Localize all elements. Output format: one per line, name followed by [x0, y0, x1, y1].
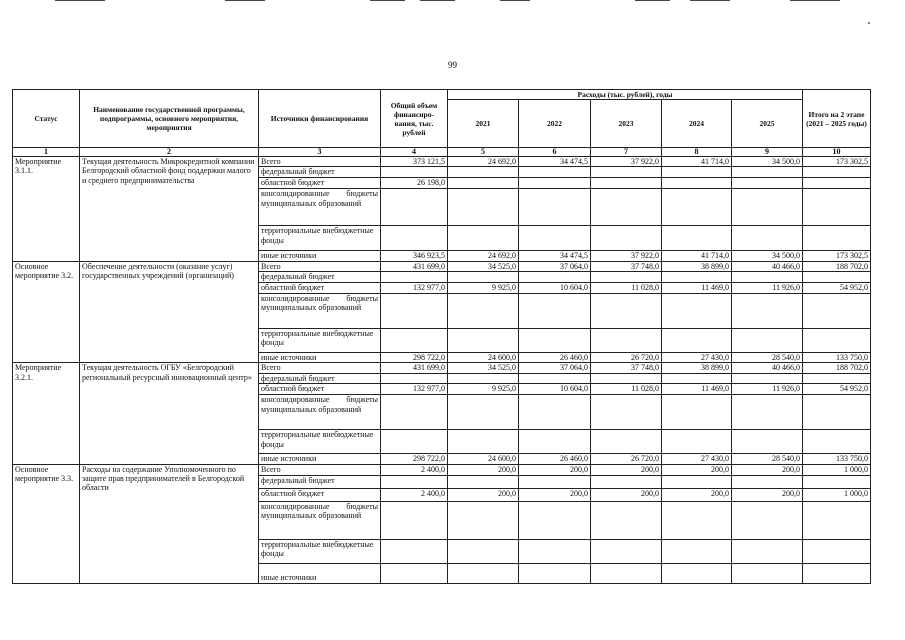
header-name: Наименование государственной программы, подпрограммы, основного мероприятия, мероприятия — [80, 90, 259, 148]
header-expenses: Расходы (тыс. рублей), годы — [448, 90, 803, 100]
year-value-cell — [732, 539, 803, 563]
total-value-cell — [381, 272, 448, 282]
year-value-cell: 41 714,0 — [662, 157, 732, 167]
total-value-cell — [381, 475, 448, 488]
column-number: 5 — [448, 148, 519, 157]
year-value-cell: 27 430,0 — [662, 352, 732, 362]
source-cell: Всего — [259, 157, 381, 167]
year-value-cell: 40 466,0 — [732, 261, 803, 271]
year-value-cell — [662, 328, 732, 352]
stage-total-cell — [803, 167, 871, 178]
year-value-cell: 11 469,0 — [662, 282, 732, 293]
source-cell: территориальные внебюджетные фонды — [259, 430, 381, 454]
source-cell: Всего — [259, 464, 381, 475]
year-value-cell: 200,0 — [732, 464, 803, 475]
year-value-cell — [448, 563, 519, 583]
stage-total-cell — [803, 272, 871, 282]
year-value-cell — [732, 430, 803, 454]
column-number: 6 — [519, 148, 591, 157]
year-value-cell: 11 926,0 — [732, 384, 803, 395]
source-cell: областной бюджет — [259, 282, 381, 293]
year-value-cell: 200,0 — [448, 488, 519, 501]
source-cell: территориальные внебюджетные фонды — [259, 328, 381, 352]
year-value-cell — [732, 475, 803, 488]
header-status: Статус — [13, 90, 80, 148]
year-value-cell: 200,0 — [448, 464, 519, 475]
stage-total-cell: 173 302,5 — [803, 157, 871, 167]
stage-total-cell — [803, 501, 871, 539]
year-value-cell — [519, 395, 591, 430]
year-value-cell — [448, 430, 519, 454]
year-value-cell: 200,0 — [732, 488, 803, 501]
year-value-cell: 34 525,0 — [448, 261, 519, 271]
year-value-cell: 26 460,0 — [519, 352, 591, 362]
year-value-cell — [448, 272, 519, 282]
year-value-cell — [591, 328, 662, 352]
status-cell: Основное мероприятие 3.3. — [13, 464, 80, 583]
year-value-cell — [732, 167, 803, 178]
year-value-cell: 34 500,0 — [732, 251, 803, 261]
year-value-cell — [732, 501, 803, 539]
year-value-cell: 11 028,0 — [591, 282, 662, 293]
year-value-cell — [732, 272, 803, 282]
header-year: 2022 — [519, 100, 591, 148]
year-value-cell — [519, 563, 591, 583]
year-value-cell — [519, 272, 591, 282]
year-value-cell — [591, 272, 662, 282]
year-value-cell: 40 466,0 — [732, 363, 803, 373]
total-value-cell: 298 722,0 — [381, 352, 448, 362]
source-cell: консолидированные бюджеты муниципальных образований — [259, 501, 381, 539]
table-body — [13, 157, 871, 584]
stage-total-cell — [803, 328, 871, 352]
year-value-cell: 41 714,0 — [662, 251, 732, 261]
column-number: 1 — [13, 148, 80, 157]
total-value-cell — [381, 293, 448, 328]
source-cell: областной бюджет — [259, 488, 381, 501]
year-value-cell — [662, 178, 732, 189]
column-number: 8 — [662, 148, 732, 157]
year-value-cell — [591, 539, 662, 563]
header-year: 2025 — [732, 100, 803, 148]
year-value-cell — [448, 373, 519, 383]
year-value-cell: 200,0 — [591, 488, 662, 501]
year-value-cell — [448, 293, 519, 328]
stage-total-cell: 133 750,0 — [803, 352, 871, 362]
scan-speck — [868, 22, 870, 24]
stage-total-cell — [803, 226, 871, 251]
year-value-cell — [519, 328, 591, 352]
column-number: 7 — [591, 148, 662, 157]
year-value-cell — [662, 167, 732, 178]
year-value-cell — [519, 226, 591, 251]
year-value-cell: 200,0 — [662, 488, 732, 501]
source-cell: федеральный бюджет — [259, 272, 381, 282]
year-value-cell — [662, 293, 732, 328]
event-name-cell: Расходы на содержание Уполномоченного по защите прав предпринимателей в Белгородской области — [80, 464, 259, 583]
total-value-cell: 132 977,0 — [381, 384, 448, 395]
year-value-cell — [732, 563, 803, 583]
year-value-cell — [662, 563, 732, 583]
year-value-cell — [448, 167, 519, 178]
year-value-cell: 28 540,0 — [732, 352, 803, 362]
scan-edge-line — [225, 0, 265, 1]
year-value-cell — [662, 189, 732, 226]
source-cell: иные источники — [259, 563, 381, 583]
year-value-cell: 200,0 — [591, 464, 662, 475]
year-value-cell: 24 692,0 — [448, 157, 519, 167]
year-value-cell — [591, 167, 662, 178]
year-value-cell: 26 460,0 — [519, 454, 591, 464]
total-value-cell — [381, 395, 448, 430]
year-value-cell: 34 500,0 — [732, 157, 803, 167]
scan-edge-line — [370, 0, 405, 1]
year-value-cell — [448, 178, 519, 189]
status-cell: Мероприятие 3.1.1. — [13, 157, 80, 262]
source-cell: Всего — [259, 363, 381, 373]
year-value-cell: 26 720,0 — [591, 352, 662, 362]
stage-total-cell: 54 952,0 — [803, 384, 871, 395]
stage-total-cell — [803, 539, 871, 563]
year-value-cell: 9 925,0 — [448, 384, 519, 395]
year-value-cell: 200,0 — [519, 464, 591, 475]
total-value-cell — [381, 430, 448, 454]
total-value-cell — [381, 189, 448, 226]
total-value-cell: 298 722,0 — [381, 454, 448, 464]
year-value-cell — [519, 178, 591, 189]
source-cell: Всего — [259, 261, 381, 271]
year-value-cell: 9 925,0 — [448, 282, 519, 293]
year-value-cell — [591, 373, 662, 383]
total-value-cell — [381, 563, 448, 583]
year-value-cell — [732, 178, 803, 189]
source-cell: территориальные внебюджетные фонды — [259, 226, 381, 251]
stage-total-cell: 188 702,0 — [803, 363, 871, 373]
year-value-cell — [519, 430, 591, 454]
stage-total-cell: 54 952,0 — [803, 282, 871, 293]
column-number: 4 — [381, 148, 448, 157]
year-value-cell — [591, 563, 662, 583]
header-stage-total: Итого на 2 этапе (2021 – 2025 годы) — [803, 90, 871, 148]
year-value-cell — [519, 373, 591, 383]
total-value-cell: 2 400,0 — [381, 488, 448, 501]
status-cell: Основное мероприятие 3.2. — [13, 261, 80, 362]
year-value-cell — [519, 539, 591, 563]
year-value-cell: 10 604,0 — [519, 384, 591, 395]
stage-total-cell — [803, 475, 871, 488]
year-value-cell — [448, 475, 519, 488]
stage-total-cell — [803, 373, 871, 383]
year-value-cell — [448, 189, 519, 226]
year-value-cell: 24 600,0 — [448, 454, 519, 464]
year-value-cell — [591, 178, 662, 189]
total-value-cell: 2 400,0 — [381, 464, 448, 475]
stage-total-cell — [803, 189, 871, 226]
year-value-cell: 37 748,0 — [591, 363, 662, 373]
scan-edge-line — [55, 0, 105, 1]
year-value-cell — [591, 430, 662, 454]
scan-edge-line — [420, 0, 455, 1]
year-value-cell: 200,0 — [519, 488, 591, 501]
year-value-cell — [591, 395, 662, 430]
total-value-cell: 373 121,5 — [381, 157, 448, 167]
table-row — [13, 464, 871, 475]
source-cell: консолидированные бюджеты муниципальных образований — [259, 395, 381, 430]
year-value-cell: 26 720,0 — [591, 454, 662, 464]
year-value-cell — [732, 373, 803, 383]
total-value-cell — [381, 539, 448, 563]
year-value-cell — [448, 539, 519, 563]
stage-total-cell: 188 702,0 — [803, 261, 871, 271]
financing-table — [12, 89, 871, 584]
header-sources: Источники финансирования — [259, 90, 381, 148]
year-value-cell: 24 600,0 — [448, 352, 519, 362]
year-value-cell: 24 692,0 — [448, 251, 519, 261]
year-value-cell: 34 525,0 — [448, 363, 519, 373]
year-value-cell: 38 899,0 — [662, 363, 732, 373]
stage-total-cell — [803, 293, 871, 328]
year-value-cell — [732, 328, 803, 352]
year-value-cell: 37 922,0 — [591, 251, 662, 261]
table-row — [13, 261, 871, 271]
source-cell: иные источники — [259, 454, 381, 464]
scan-edge-line — [790, 0, 840, 1]
total-value-cell: 26 198,0 — [381, 178, 448, 189]
source-cell: консолидированные бюджеты муниципальных образований — [259, 293, 381, 328]
year-value-cell — [662, 373, 732, 383]
year-value-cell: 34 474,5 — [519, 251, 591, 261]
year-value-cell: 11 926,0 — [732, 282, 803, 293]
year-value-cell: 200,0 — [662, 464, 732, 475]
year-value-cell — [448, 395, 519, 430]
year-value-cell — [591, 501, 662, 539]
year-value-cell — [662, 226, 732, 251]
source-cell: федеральный бюджет — [259, 167, 381, 178]
column-number: 10 — [803, 148, 871, 157]
total-value-cell — [381, 167, 448, 178]
column-number: 9 — [732, 148, 803, 157]
year-value-cell: 38 899,0 — [662, 261, 732, 271]
stage-total-cell: 133 750,0 — [803, 454, 871, 464]
stage-total-cell — [803, 395, 871, 430]
year-value-cell — [448, 501, 519, 539]
total-value-cell — [381, 501, 448, 539]
year-value-cell: 11 469,0 — [662, 384, 732, 395]
year-value-cell — [519, 293, 591, 328]
year-value-cell — [662, 395, 732, 430]
year-value-cell — [448, 226, 519, 251]
year-value-cell: 10 604,0 — [519, 282, 591, 293]
stage-total-cell — [803, 563, 871, 583]
total-value-cell — [381, 328, 448, 352]
year-value-cell — [662, 272, 732, 282]
stage-total-cell: 173 302,5 — [803, 251, 871, 261]
total-value-cell — [381, 226, 448, 251]
column-number: 3 — [259, 148, 381, 157]
year-value-cell — [519, 501, 591, 539]
year-value-cell: 37 064,0 — [519, 363, 591, 373]
header-year: 2024 — [662, 100, 732, 148]
year-value-cell: 37 748,0 — [591, 261, 662, 271]
scan-edge-line — [500, 0, 530, 1]
source-cell: областной бюджет — [259, 178, 381, 189]
year-value-cell — [519, 167, 591, 178]
column-number: 2 — [80, 148, 259, 157]
year-value-cell — [732, 226, 803, 251]
year-value-cell: 11 028,0 — [591, 384, 662, 395]
source-cell: иные источники — [259, 251, 381, 261]
year-value-cell — [591, 226, 662, 251]
column-number-row — [13, 148, 871, 157]
source-cell: федеральный бюджет — [259, 373, 381, 383]
source-cell: территориальные внебюджетные фонды — [259, 539, 381, 563]
total-value-cell: 346 923,5 — [381, 251, 448, 261]
source-cell: консолидированные бюджеты муниципальных образований — [259, 189, 381, 226]
event-name-cell: Текущая деятельность Микрокредитной компании Белгородский областной фонд поддержки малого и среднего предпринимательства — [80, 157, 259, 262]
header-year: 2021 — [448, 100, 519, 148]
total-value-cell — [381, 373, 448, 383]
year-value-cell: 34 474,5 — [519, 157, 591, 167]
year-value-cell — [662, 539, 732, 563]
scan-edge-line — [635, 0, 670, 1]
stage-total-cell — [803, 430, 871, 454]
table-row — [13, 157, 871, 167]
year-value-cell — [732, 293, 803, 328]
year-value-cell — [732, 189, 803, 226]
page-number: 99 — [448, 60, 457, 70]
source-cell: областной бюджет — [259, 384, 381, 395]
year-value-cell — [519, 189, 591, 226]
total-value-cell: 431 699,0 — [381, 261, 448, 271]
year-value-cell — [732, 395, 803, 430]
event-name-cell: Обеспечение деятельности (оказание услуг) государственных учреждений (организаций) — [80, 261, 259, 362]
header-total: Общий объем финансиро-вания, тыс. рублей — [381, 90, 448, 148]
table-row — [13, 363, 871, 373]
stage-total-cell: 1 000,0 — [803, 488, 871, 501]
year-value-cell — [448, 328, 519, 352]
source-cell: федеральный бюджет — [259, 475, 381, 488]
status-cell: Мероприятие 3.2.1. — [13, 363, 80, 464]
year-value-cell: 28 540,0 — [732, 454, 803, 464]
stage-total-cell — [803, 178, 871, 189]
year-value-cell: 37 064,0 — [519, 261, 591, 271]
year-value-cell — [591, 475, 662, 488]
year-value-cell — [591, 189, 662, 226]
year-value-cell — [662, 501, 732, 539]
stage-total-cell: 1 000,0 — [803, 464, 871, 475]
year-value-cell — [662, 430, 732, 454]
header-year: 2023 — [591, 100, 662, 148]
year-value-cell: 27 430,0 — [662, 454, 732, 464]
year-value-cell — [591, 293, 662, 328]
year-value-cell — [519, 475, 591, 488]
event-name-cell: Текущая деятельность ОГБУ «Белгородский региональный ресурсный инновационный центр» — [80, 363, 259, 464]
total-value-cell: 431 699,0 — [381, 363, 448, 373]
year-value-cell: 37 922,0 — [591, 157, 662, 167]
total-value-cell: 132 977,0 — [381, 282, 448, 293]
scan-edge-line — [690, 0, 730, 1]
source-cell: иные источники — [259, 352, 381, 362]
year-value-cell — [662, 475, 732, 488]
